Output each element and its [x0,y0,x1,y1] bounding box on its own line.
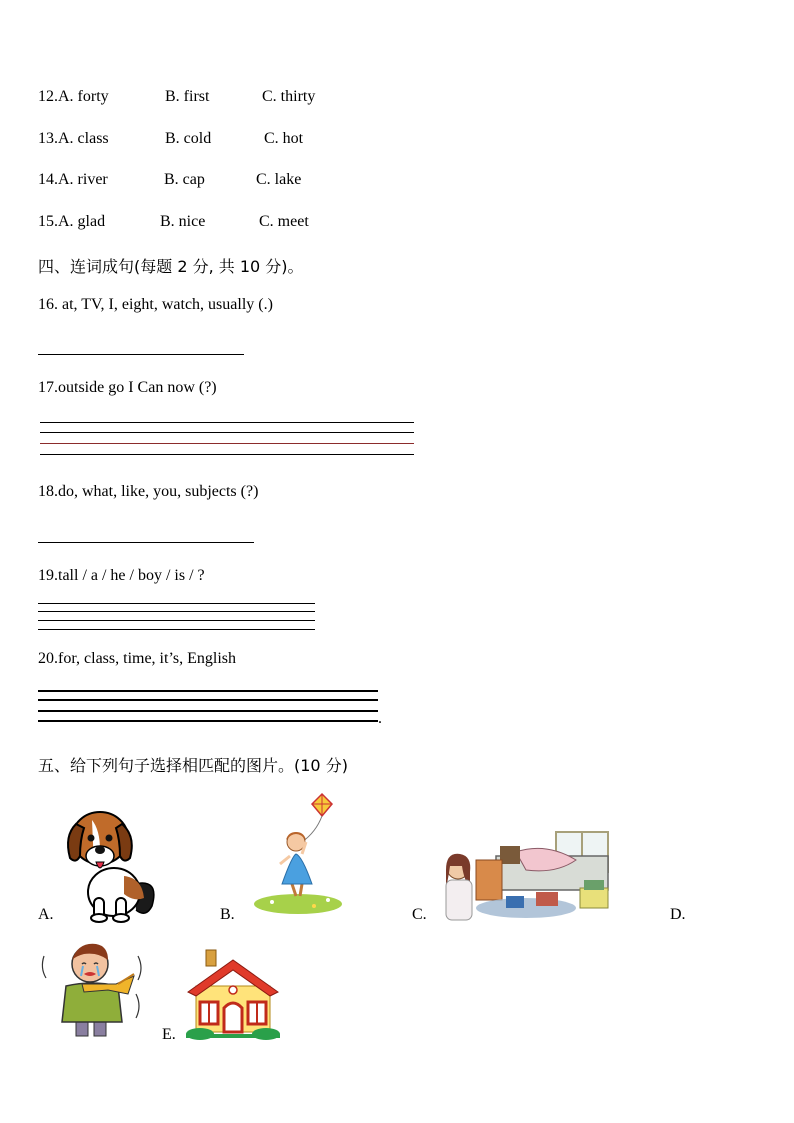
writing-line [38,611,315,612]
messy-bedroom-icon [436,830,612,920]
section-4-heading: 四、连词成句(每题 2 分, 共 10 分)。 [38,257,304,276]
mc-14-a: 14.A. river [38,171,108,188]
option-c-label: C. [412,906,427,923]
mc-15-b: B. nice [160,213,206,230]
mc-12-a: 12.A. forty [38,88,109,105]
mc-12-c: C. thirty [262,88,316,105]
question-18: 18.do, what, like, you, subjects (?) [38,483,259,500]
writing-line [38,620,315,621]
question-16: 16. at, TV, I, eight, watch, usually (.) [38,296,273,313]
question-17: 17.outside go I Can now (?) [38,379,217,396]
writing-line [40,432,414,433]
section-5-heading: 五、给下列句子选择相匹配的图片。(10 分) [38,756,348,775]
option-a-label: A. [38,906,54,923]
mc-13-b: B. cold [165,130,212,147]
question-20: 20.for, class, time, it’s, English [38,650,237,667]
cold-boy-icon [38,936,146,1040]
girl-flying-kite-icon [252,792,348,916]
mc-14-c: C. lake [256,171,302,188]
writing-line [38,603,315,604]
house-icon [186,946,280,1040]
answer-line-18[interactable] [38,542,254,543]
option-e-label: E. [162,1026,176,1043]
writing-line [40,422,414,423]
writing-line [40,454,414,455]
question-19: 19.tall / a / he / boy / is / ? [38,567,205,584]
writing-line [38,710,378,712]
mc-13-a: 13.A. class [38,130,109,147]
dog-icon [64,806,160,922]
writing-line [38,629,315,630]
q20-period: . [378,710,382,727]
writing-line [38,690,378,692]
option-d-label: D. [670,906,686,923]
mc-15-c: C. meet [259,213,309,230]
mc-12-b: B. first [165,88,210,105]
writing-line [38,720,378,722]
mc-14-b: B. cap [164,171,205,188]
answer-line-16[interactable] [38,354,244,355]
writing-line-red [40,443,414,444]
mc-13-c: C. hot [264,130,304,147]
option-b-label: B. [220,906,235,923]
mc-15-a: 15.A. glad [38,213,106,230]
writing-line [38,699,378,701]
